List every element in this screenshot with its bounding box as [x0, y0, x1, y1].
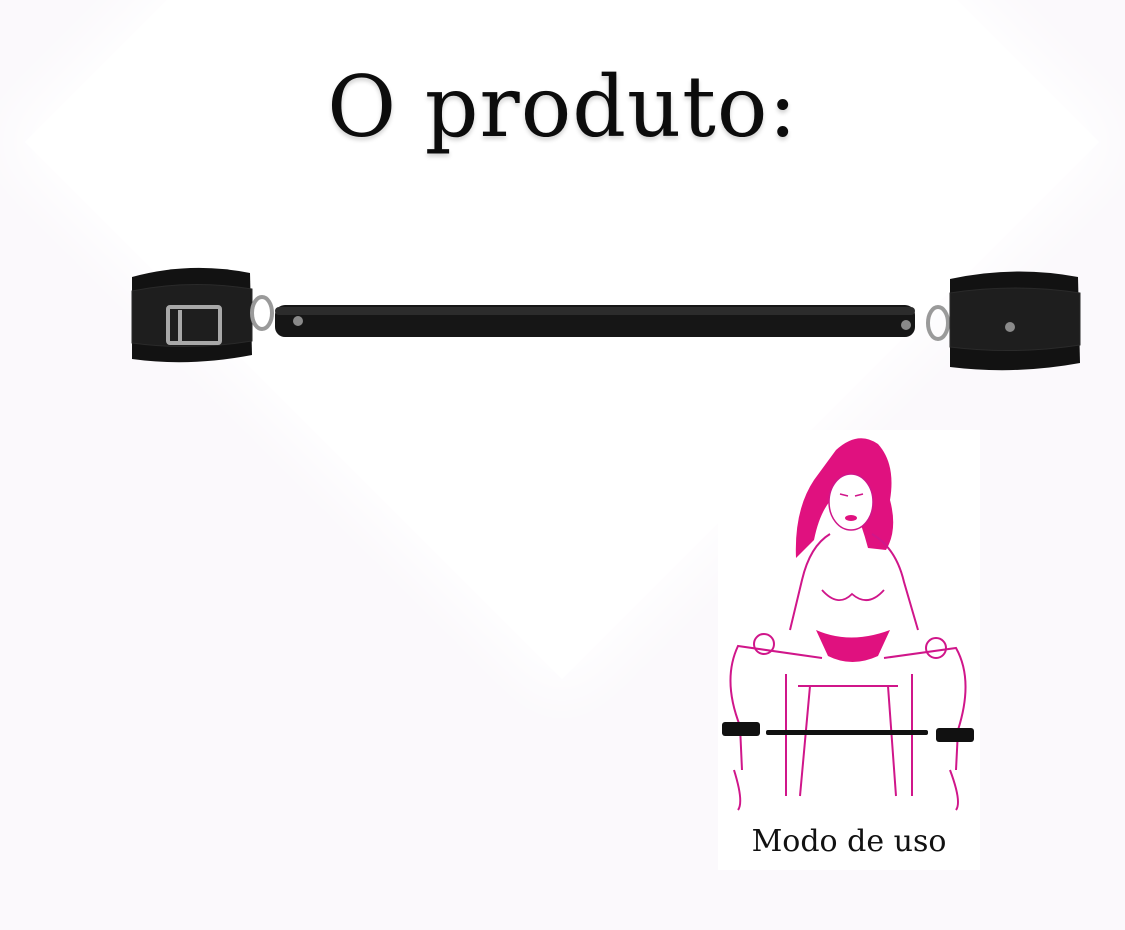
usage-caption: Modo de uso [751, 824, 947, 859]
spreader-bar-with-cuffs-icon [120, 255, 1100, 385]
page-title: O produto: [327, 58, 798, 156]
left-cuff [132, 268, 272, 362]
seated-figure-usage-illustration-icon [718, 430, 980, 820]
spreader-bar [275, 305, 915, 337]
right-cuff [928, 271, 1080, 370]
usage-card [718, 430, 980, 870]
